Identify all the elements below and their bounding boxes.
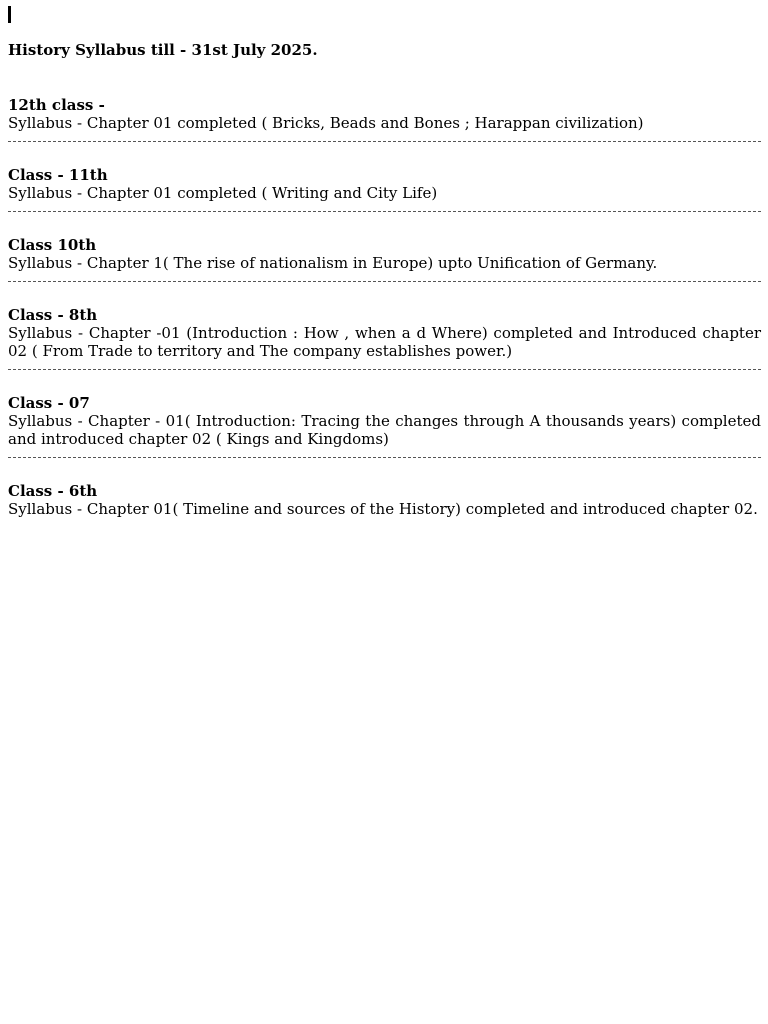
section-syllabus-text: Syllabus - Chapter -01 (Introduction : How , when a d Where) completed and Introduced chapter 02 ( From Trade to territory and The company establishes power.) bbox=[8, 324, 761, 360]
section-syllabus-text: Syllabus - Chapter 01 completed ( Bricks, Beads and Bones ; Harappan civilization) bbox=[8, 114, 644, 132]
section-syllabus-text: Syllabus - Chapter - 01( Introduction: Tracing the changes through A thousands years) completed and introduced chapter 02 ( Kings and Kingdoms) bbox=[8, 412, 761, 448]
dashed-divider bbox=[8, 211, 761, 212]
section-heading: Class - 6th bbox=[8, 482, 98, 500]
section-heading: Class 10th bbox=[8, 236, 97, 254]
text-cursor bbox=[8, 6, 11, 23]
syllabus-sections bbox=[8, 96, 761, 518]
section-heading: 12th class - bbox=[8, 96, 105, 114]
section-heading: Class - 07 bbox=[8, 394, 90, 412]
section-class-6 bbox=[8, 482, 761, 518]
section-class-12 bbox=[8, 96, 761, 132]
section-heading: Class - 8th bbox=[8, 306, 98, 324]
section-class-8 bbox=[8, 306, 761, 360]
section-syllabus-text: Syllabus - Chapter 01( Timeline and sources of the History) completed and introduced chapter 02. bbox=[8, 500, 758, 518]
dashed-divider bbox=[8, 281, 761, 282]
section-syllabus-text: Syllabus - Chapter 01 completed ( Writing and City Life) bbox=[8, 184, 438, 202]
dashed-divider bbox=[8, 141, 761, 142]
section-class-7 bbox=[8, 394, 761, 448]
dashed-divider bbox=[8, 369, 761, 370]
document-title: History Syllabus till - 31st July 2025. bbox=[8, 41, 318, 59]
section-class-10 bbox=[8, 236, 761, 272]
dashed-divider bbox=[8, 457, 761, 458]
section-heading: Class - 11th bbox=[8, 166, 108, 184]
section-class-11 bbox=[8, 166, 761, 202]
section-syllabus-text: Syllabus - Chapter 1( The rise of nationalism in Europe) upto Unification of Germany. bbox=[8, 254, 658, 272]
